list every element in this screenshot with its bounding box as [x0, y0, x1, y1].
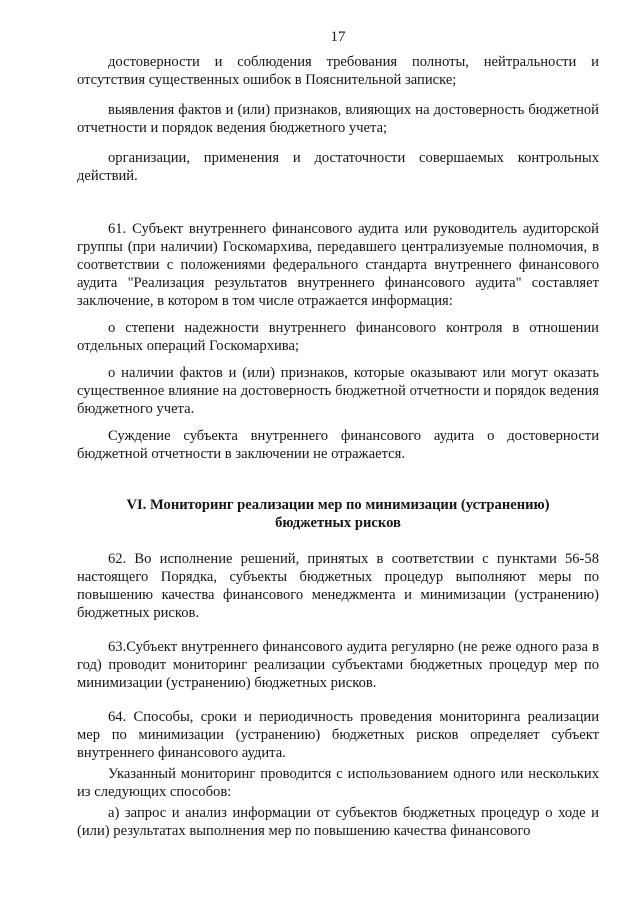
section-heading-line1: VI. Мониторинг реализации мер по минимизации (устранению) [126, 497, 550, 513]
paragraph-method-a: а) запрос и анализ информации от субъектов бюджетных процедур о ходе и (или) результатах выполнения мер по повышению качества финансового [77, 805, 599, 839]
paragraph-reliability-degree: о степени надежности внутреннего финансового контроля в отношении отдельных операций Госкомархива; [77, 320, 599, 354]
section-heading-line2: бюджетных рисков [275, 515, 401, 531]
paragraph-63: 63.Субъект внутреннего финансового аудита регулярно (не реже одного раза в год) проводит мониторинг реализации субъектами бюджетных процедур мер по минимизации (устранению) бюджетных рисков. [77, 639, 599, 691]
section-heading [77, 496, 599, 532]
paragraph-reliability: достоверности и соблюдения требования полноты, нейтральности и отсутствия существенных ошибок в Пояснительной записке; [77, 54, 599, 88]
paragraph-62: 62. Во исполнение решений, принятых в соответствии с пунктами 56-58 настоящего Порядка, субъекты бюджетных процедур выполняют меры по повышению качества финансового менеджмента и минимизации (устранению) бюджетных рисков. [77, 551, 599, 621]
page-number: 17 [330, 29, 346, 45]
paragraph-judgement: Суждение субъекта внутреннего финансового аудита о достоверности бюджетной отчетности в заключении не отражается. [77, 428, 599, 462]
paragraph-control-actions: организации, применения и достаточности совершаемых контрольных действий. [77, 150, 599, 184]
paragraph-61: 61. Субъект внутреннего финансового аудита или руководитель аудиторской группы (при наличии) Госкомархива, передавшего централизуемые полномочия, в соответствии с положениями федерального стандарта внутреннего финансового аудита "Реализация результатов внутреннего финансового аудита" составляет заключение, в котором в том числе отражается информация: [77, 221, 599, 309]
paragraph-64: 64. Способы, сроки и периодичность проведения мониторинга реализации мер по минимизации (устранению) бюджетных рисков определяет субъект внутреннего финансового аудита. [77, 709, 599, 761]
paragraph-monitoring-methods: Указанный мониторинг проводится с использованием одного или нескольких из следующих способов: [77, 766, 599, 800]
paragraph-facts-detection: выявления фактов и (или) признаков, влияющих на достоверность бюджетной отчетности и порядок ведения бюджетного учета; [77, 102, 599, 136]
paragraph-facts-presence: о наличии фактов и (или) признаков, которые оказывают или могут оказать существенное влияние на достоверность бюджетной отчетности и порядок ведения бюджетного учета. [77, 365, 599, 417]
